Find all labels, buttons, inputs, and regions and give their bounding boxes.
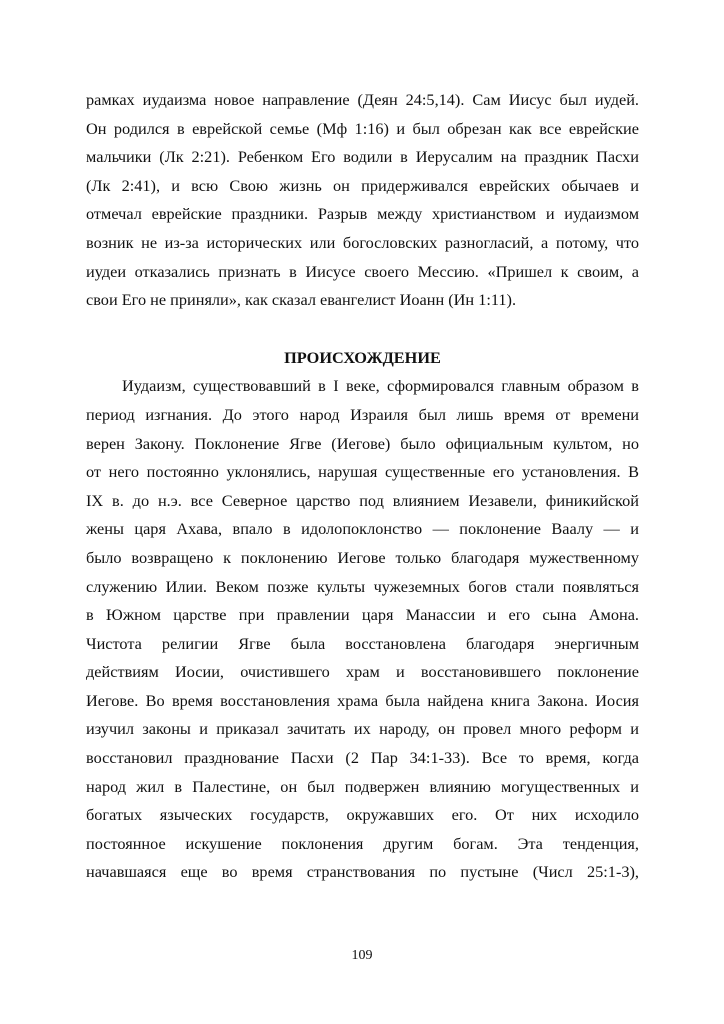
text-line: Он родился в еврейской семье (Мф 1:16) и был обрезан как все еврейские [86,118,639,138]
text-line: начавшаяся еще во время странствования по пустыне (Числ 25:1-3), [86,862,639,882]
text-line: мальчики (Лк 2:21). Ребенком Его водили в Иерусалим на праздник Пасхи [86,147,639,167]
text-line: изучил законы и приказал зачитать их народу, он провел много реформ и [86,719,639,739]
section-paragraph [86,372,639,887]
text-line: свои Его не приняли», как сказал евангелист Иоанн (Ин 1:11). [86,290,517,310]
text-line: (Лк 2:41), и всю Свою жизнь он придерживался еврейских обычаев и [86,175,639,195]
text-line: IX в. до н.э. все Северное царство под влиянием Иезавели, финикийской [86,490,639,510]
text-line: было возвращено к поклонению Иегове только благодаря мужественному [86,547,639,567]
text-line: рамках иудаизма новое направление (Деян 24:5,14). Сам Иисус был иудей. [86,90,639,109]
text-line: верен Закону. Поклонение Ягве (Иегове) было официальным культом, но [86,433,639,453]
continued-paragraph [86,86,639,315]
text-line: народ жил в Палестине, он был подвержен влиянию могущественных и [86,776,639,796]
page-number: 109 [351,948,373,963]
text-line: Чистота религии Ягве была восстановлена благодаря энергичным [86,633,639,653]
text-line: Иудаизм, существовавший в I веке, сформировался главным образом в [122,376,639,396]
text-line: восстановил празднование Пасхи (2 Пар 34:1-33). Все то время, когда [86,748,639,768]
text-line: действиям Иосии, очистившего храм и восстановившего поклонение [86,662,639,682]
text-line: жены царя Ахава, впало в идолопоклонство — поклонение Ваалу — и [86,519,639,539]
text-line: постоянное искушение поклонения другим богам. Эта тенденция, [86,833,639,853]
text-line: служению Илии. Веком позже культы чужеземных богов стали появляться [86,576,639,596]
text-line: отмечал еврейские праздники. Разрыв между христианством и иудаизмом [86,204,639,224]
text-line: период изгнания. До этого народ Израиля был лишь время от времени [86,404,639,424]
document-page [86,86,639,887]
text-line: в Южном царстве при правлении царя Манассии и его сына Амона. [86,605,639,625]
text-line: возник не из-за исторических или богословских разногласий, а потому, что [86,232,639,252]
text-line: от него постоянно уклонялись, нарушая существенные его установления. В [86,462,639,482]
text-line: иудеи отказались признать в Иисусе своего Мессию. «Пришел к своим, а [86,261,639,281]
section-heading: ПРОИСХОЖДЕНИЕ [284,347,441,367]
text-line: богатых языческих государств, окружавших его. От них исходило [86,805,639,825]
text-line: Иегове. Во время восстановления храма была найдена книга Закона. Иосия [86,690,639,710]
